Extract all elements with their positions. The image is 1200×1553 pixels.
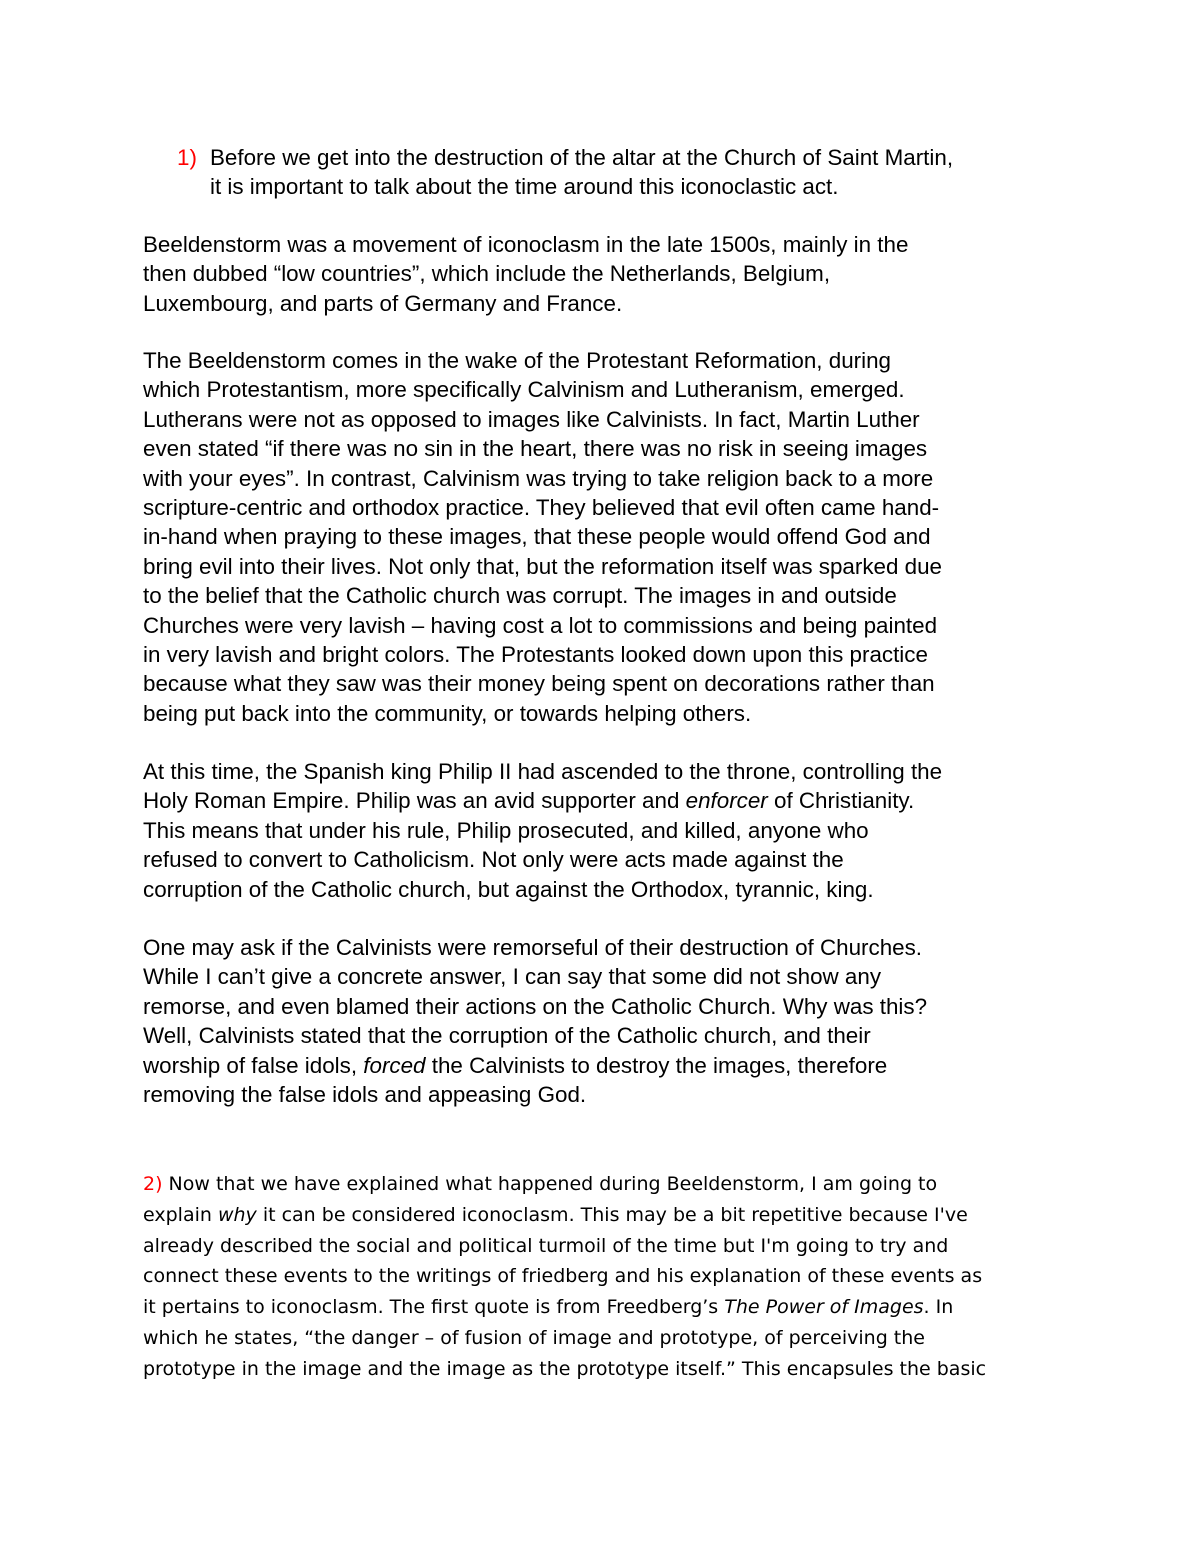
text-line: being put back into the community, or towards helping others. [143, 700, 752, 726]
text-segment: it pertains to iconoclasm. The first quote is from Freedberg’s [143, 1296, 725, 1319]
text-line [143, 786, 942, 815]
text-line: At this time, the Spanish king Philip II had ascended to the throne, controlling the [143, 759, 943, 784]
numbered-item-1 [177, 143, 953, 202]
text-line: even stated “if there was no sin in the heart, there was no risk in seeing images [143, 436, 928, 462]
text-line: already described the social and political turmoil of the time but I'm going to try and [143, 1234, 949, 1257]
text-segment: Now that we have explained what happened during Beeldenstorm, I am going to [162, 1173, 938, 1195]
text-segment: worship of false idols, [143, 1052, 364, 1078]
italic-text: The Power of Images [724, 1296, 924, 1319]
text-line: because what they saw was their money being spent on decorations rather than [143, 671, 935, 697]
text-segment: it can be considered iconoclasm. This may be a bit repetitive because I've [256, 1203, 968, 1226]
italic-text: forced [363, 1052, 426, 1078]
text-line: Churches were very lavish – having cost a lot to commissions and being painted [143, 612, 938, 638]
text-line: This means that under his rule, Philip prosecuted, and killed, anyone who [143, 817, 869, 843]
text-line: scripture-centric and orthodox practice. They believed that evil often came hand- [143, 495, 940, 521]
text-line [143, 1169, 986, 1200]
text-segment: the Calvinists to destroy the images, therefore [425, 1052, 888, 1078]
text-line: remorse, and even blamed their actions on the Catholic Church. Why was this? [143, 993, 928, 1019]
text-line: it is important to talk about the time around this iconoclastic act. [210, 174, 839, 200]
text-line [143, 1051, 927, 1080]
text-line: connect these events to the writings of friedberg and his explanation of these events as [143, 1265, 983, 1288]
item-number: 2) [143, 1173, 163, 1195]
text-line: Before we get into the destruction of the altar at the Church of Saint Martin, [210, 145, 954, 170]
text-line: prototype in the image and the image as the prototype itself.” This encapsules the basic [143, 1357, 987, 1380]
text-line: Beeldenstorm was a movement of iconoclasm in the late 1500s, mainly in the [143, 232, 909, 257]
text-line [143, 1292, 986, 1323]
text-line: which he states, “the danger – of fusion of image and prototype, of perceiving the [143, 1326, 925, 1349]
text-line: The Beeldenstorm comes in the wake of the Protestant Reformation, during [143, 348, 891, 373]
text-line: with your eyes”. In contrast, Calvinism was trying to take religion back to a more [143, 465, 934, 491]
text-line: to the belief that the Catholic church was corrupt. The images in and outside [143, 583, 897, 609]
text-line: refused to convert to Catholicism. Not only were acts made against the [143, 847, 844, 873]
item-number: 1) [177, 145, 197, 170]
numbered-item-2 [143, 1169, 986, 1385]
text-line: Well, Calvinists stated that the corruption of the Catholic church, and their [143, 1023, 871, 1049]
text-line: which Protestantism, more specifically Calvinism and Lutheranism, emerged. [143, 377, 905, 403]
text-segment: of Christianity. [767, 788, 915, 814]
text-line [143, 1200, 986, 1231]
paragraph [143, 230, 908, 318]
text-line: in-hand when praying to these images, that these people would offend God and [143, 524, 931, 550]
paragraph [143, 933, 927, 1109]
text-line: While I can’t give a concrete answer, I can say that some did not show any [143, 964, 882, 990]
italic-text: why [217, 1203, 257, 1226]
text-line: Luxembourg, and parts of Germany and France. [143, 290, 623, 316]
text-line: corruption of the Catholic church, but against the Orthodox, tyrannic, king. [143, 876, 874, 902]
paragraph [143, 346, 942, 728]
text-line: One may ask if the Calvinists were remorseful of their destruction of Churches. [143, 935, 923, 960]
text-segment: explain [143, 1203, 218, 1226]
text-line: bring evil into their lives. Not only that, but the reformation itself was sparked due [143, 553, 943, 579]
italic-text: enforcer [685, 788, 768, 814]
text-line: in very lavish and bright colors. The Protestants looked down upon this practice [143, 642, 928, 668]
text-line: removing the false idols and appeasing God. [143, 1082, 587, 1108]
text-line: Lutherans were not as opposed to images like Calvinists. In fact, Martin Luther [143, 406, 920, 432]
text-segment: . In [923, 1296, 954, 1319]
text-segment: Holy Roman Empire. Philip was an avid supporter and [143, 788, 686, 814]
text-line: then dubbed “low countries”, which include the Netherlands, Belgium, [143, 261, 831, 287]
paragraph [143, 757, 942, 904]
